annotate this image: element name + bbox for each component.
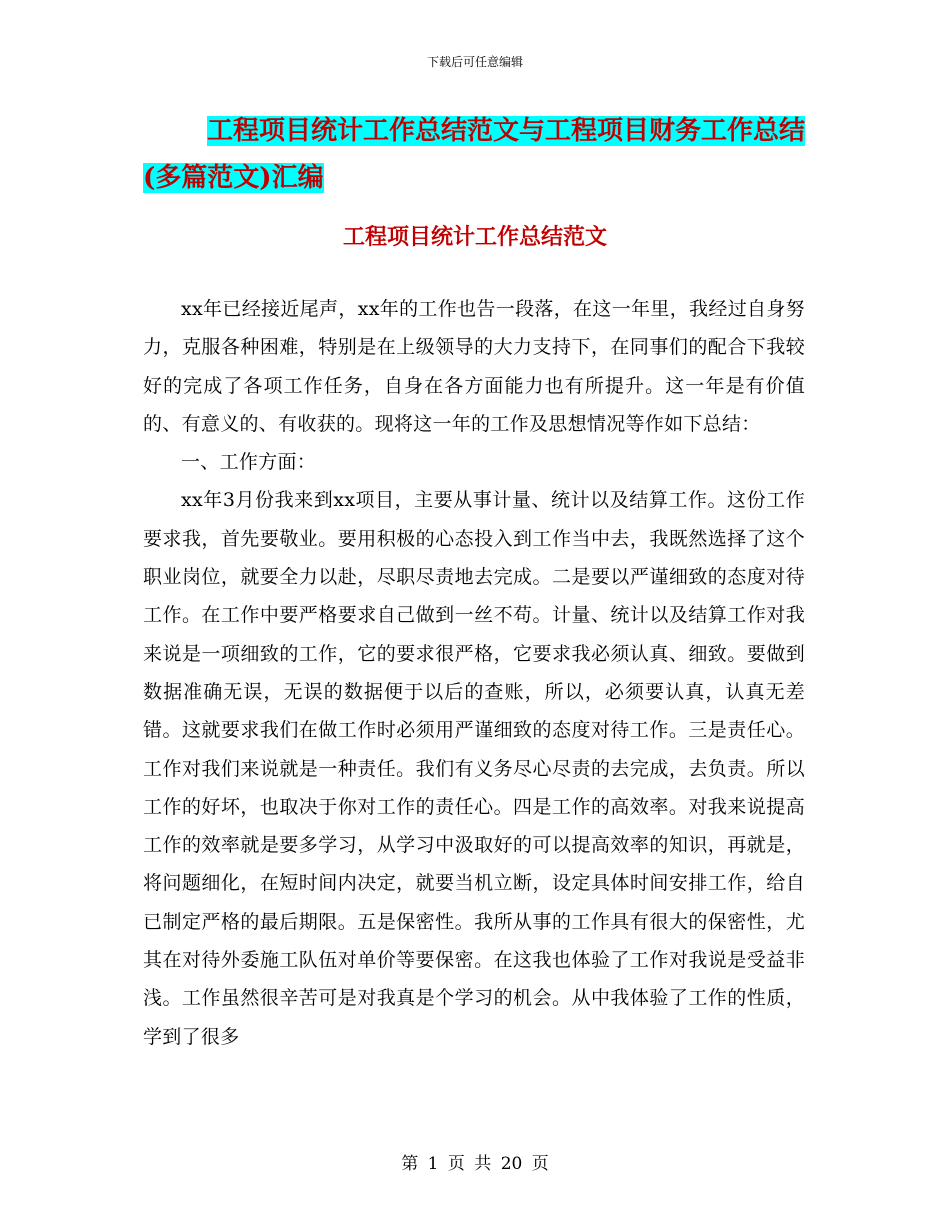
page-header-note: 下载后可任意编辑 xyxy=(426,55,523,69)
document-body xyxy=(143,290,805,1056)
paragraph-work-details: xx年3月份我来到xx项目，主要从事计量、统计以及结算工作。这份工作要求我，首先要敬业。要用积极的心态投入到工作当中去，我既然选择了这个职业岗位，就要全力以赴，尽职尽责地去完成。二是要以严谨细致的态度对待工作。在工作中要严格要求自己做到一丝不苟。计量、统计以及结算工作对我来说是一项细致的工作，它的要求很严格，它要求我必须认真、细致。要做到数据准确无误，无误的数据便于以后的查账，所以，必须要认真，认真无差错。这就要求我们在做工作时必须用严谨细致的态度对待工作。三是责任心。工作对我们来说就是一种责任。我们有义务尽心尽责的去完成，去负责。所以工作的好坏，也取决于你对工作的责任心。四是工作的高效率。对我来说提高工作的效率就是要多学习，从学习中汲取好的可以提高效率的知识，再就是，将问题细化，在短时间内决定，就要当机立断，设定具体时间安排工作，给自已制定严格的最后期限。五是保密性。我所从事的工作具有很大的保密性，尤其在对待外委施工队伍对单价等要保密。在这我也体验了工作对我说是受益非浅。工作虽然很辛苦可是对我真是个学习的机会。从中我体验了工作的性质，学到了很多 xyxy=(143,489,805,1048)
page-number-footer: 第 1 页 共 20 页 xyxy=(401,1154,549,1174)
paragraph-intro: xx年已经接近尾声，xx年的工作也告一段落，在这一年里，我经过自身努力，克服各种困难，特别是在上级领导的大力支持下，在同事们的配合下我较好的完成了各项工作任务，自身在各方面能力也有所提升。这一年是有价值的、有意义的、有收获的。现将这一年的工作及思想情况等作如下总结： xyxy=(143,298,805,435)
document-title xyxy=(143,108,813,202)
section-title: 工程项目统计工作总结范文 xyxy=(342,224,607,250)
document-title-line-1: 工程项目统计工作总结范文与工程项目财务工作总结 xyxy=(206,116,805,146)
document-title-line-2: (多篇范文)汇编 xyxy=(143,163,324,193)
paragraph-heading-work: 一、工作方面： xyxy=(181,451,317,474)
